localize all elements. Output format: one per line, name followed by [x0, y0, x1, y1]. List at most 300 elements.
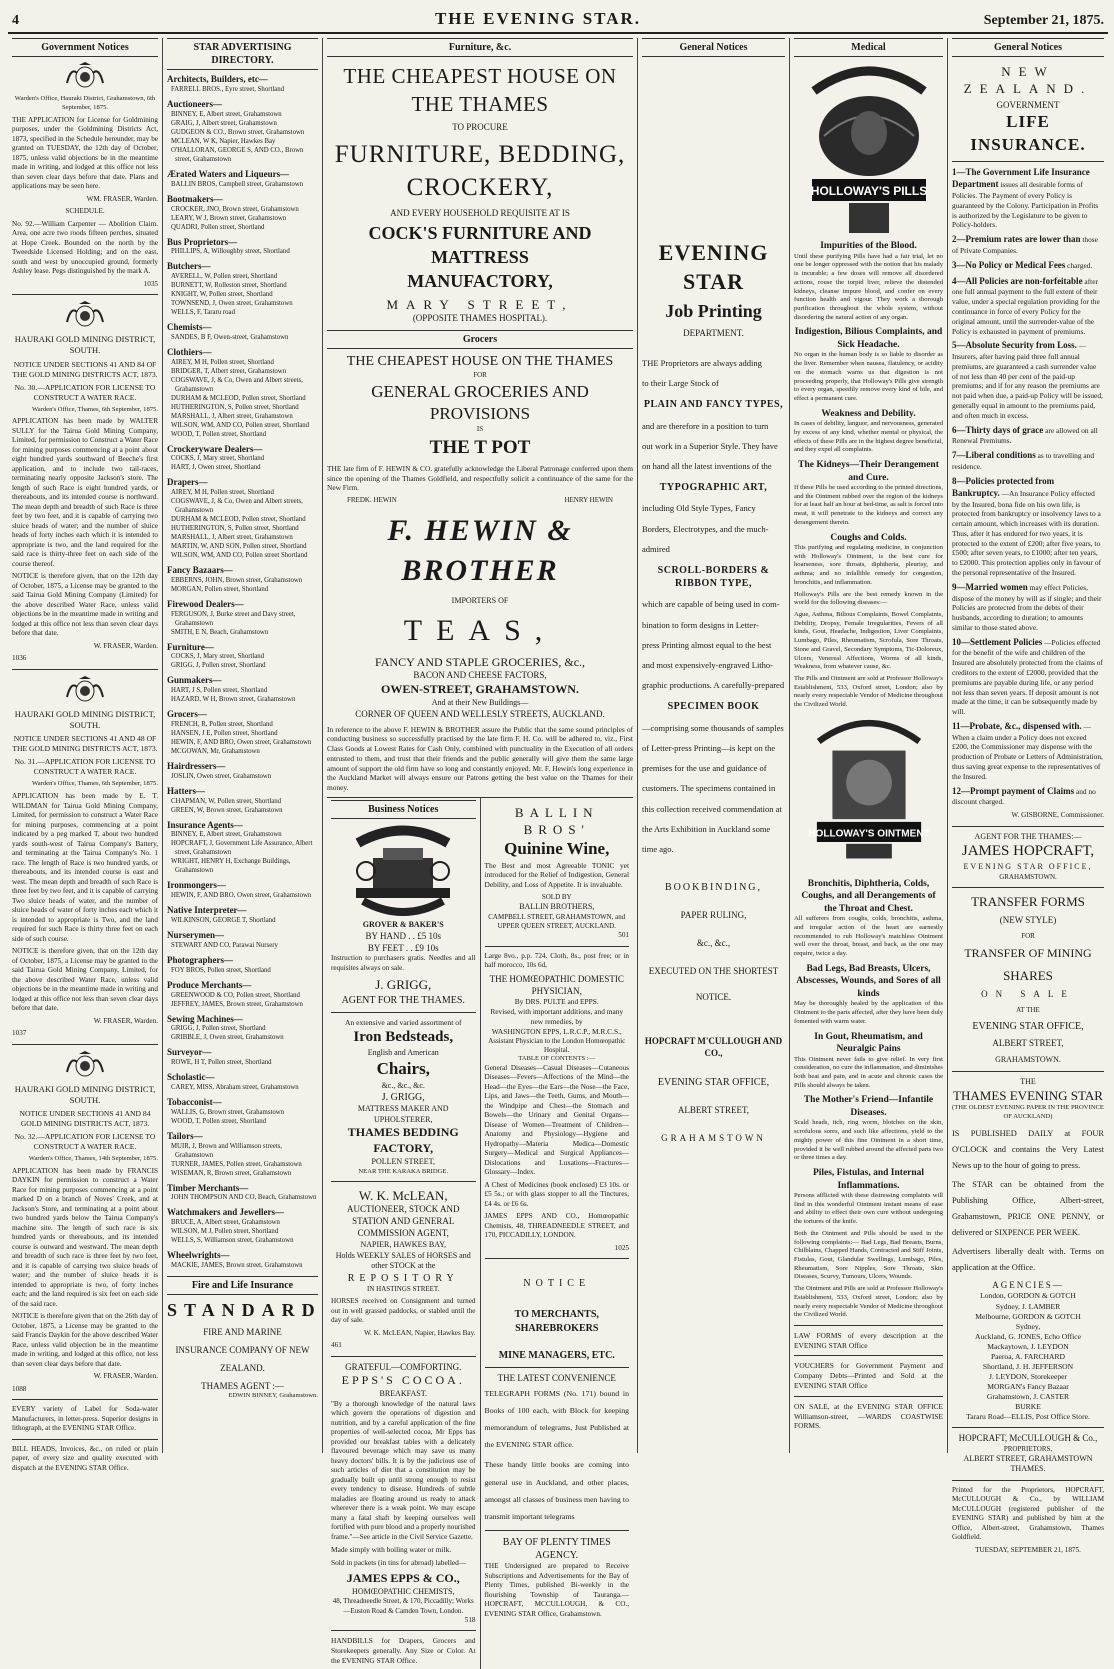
- bay-of-plenty-body: THE Undersigned are prepared to Receive Subscriptions and Advertisements for the Bay of Plenty Times, published Bi-weekly in the flourishing Township of Tauranga.—HOPCRAFT, MCCULLOUGH, & CO., EVENING STAR Office, Grahamstown.: [484, 1562, 629, 1618]
- transfer-forms: TRANSFER FORMS: [971, 893, 1085, 909]
- vouchers-advert: VOUCHERS for Government Payment and Company Debts—Printed and Sold at the EVENING STAR Office: [794, 1361, 943, 1390]
- column-evening-star-printing: [638, 38, 790, 1453]
- agency-entry: MORGAN's Fancy Bazaar: [987, 1381, 1069, 1391]
- physician-chest: A Chest of Medicines (book enclosed) £3 10s. or £5 5s.; or with glass stopper to all the Tinctures, £4 4s. or £6 6s.: [484, 1180, 629, 1208]
- directory-entry: WILKINSON, GEORGE T, Shortland: [171, 917, 276, 925]
- quinine-line: BALLIN BROTHERS,: [519, 902, 595, 912]
- medical-heading: The Kidneys—Their Derangement and Cure.: [798, 459, 939, 483]
- divider: [485, 946, 630, 947]
- furniture-company: MANUFACTORY,: [407, 270, 553, 291]
- directory-entry: CHAPMAN, W, Pollen street, Shortland: [171, 797, 282, 805]
- insurance-item-text: —Policies effected for the benefit of the wife and children of the Insured are absolutely protected from the claims of creditors to the extent of £2000, provided that the premiums are payable during life, or any period not less than seven years. If deposit amount is not made at the time, it can be subsequently made by will.: [952, 637, 1103, 717]
- agent-office: EVENING STAR OFFICE,: [963, 862, 1093, 872]
- insurance-item-heading: 6—Thirty days of grace: [952, 424, 1044, 435]
- printing-highlight: SCROLL-BORDERS & RIBBON TYPE,: [657, 565, 770, 590]
- printing-line: and most expensively-engraved Litho-: [642, 660, 774, 671]
- insurance-name: STANDARD: [167, 1300, 322, 1321]
- directory-entry: HUTHERINGTON, S, Pollen street, Shortland: [171, 525, 299, 533]
- insurance-item-text: —An Insurance Policy effected by the Insured, bona fide on his own life, is protected from bankruptcy or insolvency laws to a certain amount, which increases with its duration. Thus, after it has endured for two years, it is protected to the extent of £200; after five years, to £500; after seven years, to £1000; after ten years, to £2000. This protection applies only in favour of the personal representative of the Insured.: [952, 488, 1102, 577]
- grocer-headline: THE CHEAPEST HOUSE ON THE THAMES: [346, 353, 614, 369]
- directory-entry: GUDGEON & CO., Brown street, Grahamstown: [171, 129, 305, 137]
- mclean-line: NAPIER, HAWKES BAY,: [360, 1240, 447, 1250]
- divider: [952, 887, 1104, 888]
- grigg-factory: THAMES BEDDING FACTORY,: [347, 1125, 459, 1156]
- holloways-ointment-emblem: [804, 714, 934, 874]
- department: DEPARTMENT.: [683, 328, 744, 338]
- insurance-item-heading: 7—Liberal conditions: [952, 450, 1036, 461]
- insurance-item-heading: 3—No Policy or Medical Fees: [952, 259, 1066, 270]
- life-insurance: LIFE INSURANCE.: [970, 112, 1086, 154]
- quinine-number: 501: [618, 931, 629, 940]
- medical-text: This Ointment never fails to give relief. In very first consideration, no cure the inflammation, and diminishes both heat and pain, and in acute and chronic cases the Pills should always be taken.: [794, 1055, 943, 1089]
- directory-entry: WOOD, T, Pollen street, Shortland: [171, 1117, 267, 1125]
- sewing-price: BY HAND . . £5 10s: [365, 930, 441, 941]
- insurance-items: [952, 167, 1104, 807]
- directory-category: Sewing Machines—: [167, 1013, 243, 1024]
- divider: [952, 826, 1104, 827]
- medical-text: All sufferers from coughs, colds, bronchitis, asthma, and irregular action of the heart are earnestly recommended to rub Holloway's matchless Ointment well over the throat, breast, and back, as the one may require, twice a day.: [794, 915, 943, 958]
- insurance-item-text: charged.: [1067, 260, 1093, 270]
- directory-category: Photographers—: [167, 954, 233, 965]
- physician-contents: General Diseases—Casual Diseases—Cutaneous Diseases—Fevers—Affections of the Mind—the Head—the Eyes—the Ears—the Nose—the Face, Lips, and Jaws—the Teeth, Gums, and Mouth—the Windpipe and Chest—the Stomach and Bowels—the Urinary and Genital Organs—Disease of Women—Treatment of Children—Anatomy and Physiology—Hygiene and Hydropathy—Materia Medica—Domestic Surgery—Medical and Surgical Appliances—Dislocations and Luxations—Fractures—Glossary—Index.: [484, 1063, 629, 1177]
- columns: [8, 38, 1108, 1665]
- grigg-line: An extensive and varied assortment of: [344, 1017, 462, 1027]
- mclean-body: HORSES received on Consignment and turned out in well grassed paddocks, or stabled until the day of sale.: [331, 1297, 476, 1325]
- directory-entry: BRIDGER, T, Albert street, Grahamstown: [171, 367, 287, 375]
- transfer-line: FOR: [1021, 931, 1035, 940]
- epps-line: GRATEFUL—COMFORTING.: [345, 1361, 462, 1372]
- furniture-line: AND EVERY HOUSEHOLD REQUISITE AT IS: [390, 207, 570, 218]
- insurance-item: [952, 167, 1104, 230]
- notice-body: APPLICATION has been made by E. T. WILDMAN for Tairua Gold Mining Company, Limited, for permission to construct a Water Race for mining purposes, commencing at a point indicated by a peg marked T, about two hundred yards south-west of Tairua Company's Battery, and terminating at the Tairua Company's No. 1 race. The length of Race is two hundred yards, or thereabouts, and its intended course is east and west. The mean depth and breadth of such Race is three feet by two feet, and it is capable of carrying Two sluice heads of water, and the number of sluice heads of water of forty inches each which it is intended to appropriate is Two, and the land required for such Race is thirty three feet on each side of such course.: [12, 792, 158, 943]
- billhead-advert: BILL HEADS, Invoices, &c., on ruled or plain paper, of every size and quality executed with dispatch at the EVENING STAR Office.: [12, 1444, 158, 1472]
- insurance-item: [952, 721, 1104, 782]
- directory-entry: O'HALLORAN, GEORGE S, AND CO., Brown street, Grahamstown: [171, 146, 304, 163]
- divider: [485, 1530, 630, 1531]
- printing-highlight: PLAIN AND FANCY TYPES,: [643, 399, 784, 411]
- directory-entry: STEWART AND CO, Parawai Nursery: [171, 941, 278, 949]
- medical-text: Persons afflicted with these distressing complaints will find in this wonderful Ointment instant means of ease and ability to effect their own cure without undergoing the tortures of the knife.: [794, 1192, 943, 1226]
- directory-entry: TURNER, JAMES, Pollen street, Grahamstown: [171, 1160, 302, 1168]
- directory-entry: HEWIN, F, AND BRO, Owen street, Grahamstown: [171, 739, 312, 746]
- insurance-item: [952, 260, 1104, 272]
- column-header: Furniture, &c.: [327, 38, 633, 57]
- section-header: Fire and Life Insurance: [167, 1276, 318, 1295]
- printing-line: which are capable of being used in com-: [642, 599, 780, 610]
- grocer-products: GENERAL GROCERIES AND PROVISIONS: [371, 381, 589, 423]
- grigg-line: POLLEN STREET,: [371, 1157, 435, 1167]
- printing-line: this collection received commendation at: [642, 803, 782, 814]
- insurance-item: [952, 582, 1104, 633]
- directory-entry: GRAIG, J, Albert street, Grahamstown: [171, 120, 277, 128]
- insurance-item-text: those of Private Companies.: [952, 235, 1098, 255]
- physician-title: THE HOMŒOPATHIC DOMESTIC PHYSICIAN,: [489, 973, 624, 996]
- column-furniture-grocers: [323, 38, 638, 1665]
- transfer-line: (NEW STYLE): [999, 914, 1057, 925]
- hewin-body: In reference to the above F. HEWIN & BROTHER assure the Public that the same sound principles of conducting business so successfully practised by the late firm F. H. Co. will be adhered to, viz., First Class Goods at Lowest Rates for Cash Only, combined with punctuality in the Execution of all orders entrusted to them, and trust that their friends and the public generally will give them the same large amount of support the old firm have so long and constantly enjoyed. Mr. F. Hewin's long experience in the Auckland Market will always ensure our Patrons getting the best value on the Thames for their money.: [327, 724, 633, 793]
- directory-category: Drapers—: [167, 477, 208, 488]
- royal-crest-icon: [61, 1050, 109, 1080]
- physician-line: By DRS. PULTE and EPPS.: [514, 997, 599, 1007]
- divider: [12, 1439, 158, 1440]
- insurance-item-heading: 11—Probate, &c., dispensed with.: [952, 720, 1082, 731]
- evening-star-title: EVENING STAR: [658, 240, 769, 295]
- directory-entry: ROWE, H T, Pollen street, Shortland: [171, 1059, 272, 1067]
- directory-category: Crockeryware Dealers—: [167, 443, 263, 454]
- directory-category: Chemists—: [167, 322, 212, 333]
- publisher-address: ALBERT STREET, GRAHAMSTOWN THAMES.: [963, 1453, 1093, 1474]
- directory-entry: AVERELL, W, Pollen street, Shortland: [171, 273, 278, 281]
- printing-line: customers. The specimens contained in: [642, 783, 776, 794]
- royal-crest-icon: [61, 300, 109, 330]
- insurance-item-text: as to travelling and residence.: [952, 451, 1095, 472]
- notice-number: 1035: [143, 279, 158, 288]
- medical-text: Until these purifying Pills have had a fair trial, let no one be longer oppressed with the notion that his malady is incurable; a few doses will remove all disordered actions, rouse the torpid liver, relieve the distended kidneys, cleanse impure blood, and confer on every function health and vigour. They work a thorough purification throughout the whole system, without disordering the natural action of any organ.: [794, 252, 943, 321]
- directory-entry: WELLS, F, Tararu road: [171, 309, 235, 317]
- physician-line: Large 8vo., p.p. 724. Cloth, 8s., post free; or in half morocco, 10s 6d,: [484, 951, 629, 970]
- directory-entry: MCGOWAN, Mr, Grahamstown: [171, 747, 260, 755]
- notice-line: MINE MANAGERS, ETC.: [498, 1349, 615, 1361]
- forms-sale-advert: ON SALE, at the EVENING STAR OFFICE Williamson-street, —WARDS COASTWISE FORMS.: [794, 1401, 943, 1431]
- label-advert: EVERY variety of Label for Soda-water Manufacturers, in letter-press. Superior designs in lithograph, at the EVENING STAR Office.: [12, 1405, 158, 1433]
- agency-entry: Melbourne, GORDON & GOTCH: [975, 1311, 1081, 1321]
- notice-body: NOTICE is therefore given that on the 26th day of October, 1875, a License may be granted to the said Francis Daykin for the above described Water Race, unless valid objection be in the meantime made in writing, and lodged at this office, not less than seven clear days before that date.: [12, 1312, 158, 1368]
- directory-category: Insurance Agents—: [167, 819, 243, 830]
- directory-entry: WILSON, WM, AND CO, Pollen street Shortland: [171, 552, 308, 559]
- epps-body: "By a thorough knowledge of the natural laws which govern the operations of digestion and nutrition, and by a careful application of the fine properties of well-selected cocoa, Mr Epps has provided our breakfast tables with a delicately flavoured beverage which may save us many heavy doctors' bills. It is by the judicious use of such articles of diet that a constitution may be gradually built up until strong enough to resist every tendency to disease. Hundreds of subtle maladies are floating around us ready to attack wherever there is a weak point. We may escape many a fatal shaft by keeping ourselves well fortified with pure blood and a properly nourished frame."—See article in the Civil Service Gazette.: [331, 1399, 476, 1541]
- directory-entry: AIREY, M H, Pollen street, Shortland: [171, 489, 274, 497]
- publisher-name: HOPCRAFT M'CULLOUGH AND CO.,: [644, 1035, 783, 1058]
- furniture-headline: THE CHEAPEST HOUSE ON THE THAMES: [343, 64, 617, 116]
- mclean-number: 461: [331, 1341, 342, 1350]
- insurance-item-text: —Insurers, after having paid three full annual premiums, are guaranteed a cash surrender value of not less than 40 per cent of the paid-up premiums; and if for any reason the premiums are not paid when due, a paid-up Policy will be issued, generally equal in amount to the premiums paid, and often much in excess.: [952, 341, 1103, 420]
- furniture-line: TO PROCURE: [452, 121, 508, 132]
- publisher-line: PROPRIETORS,: [1003, 1444, 1053, 1453]
- notice-office: Warden's Office, Thames, 6th September, 1875.: [32, 405, 158, 413]
- transfer-office: EVENING STAR OFFICE,: [972, 1021, 1084, 1033]
- divider: [331, 1630, 476, 1631]
- notice-heading: HAURAKI GOLD MINING DISTRICT, SOUTH.: [14, 708, 156, 731]
- hewin-line: BACON AND CHEESE FACTORS,: [413, 670, 547, 681]
- grigg-name: J. GRIGG,: [375, 977, 432, 993]
- page-number: 4: [12, 13, 19, 28]
- printing-line: including Old Style Types, Fancy: [642, 503, 756, 514]
- notice-title: No. 31.—APPLICATION FOR LICENSE TO CONSTRUCT A WATER RACE.: [14, 757, 156, 777]
- notice-signature: W. FRASER, Warden.: [93, 641, 158, 650]
- divider: [485, 1258, 630, 1259]
- handbill-advert: HANDBILLS for Drapers, Grocers and Storekeepers generally. Any Size or Color. At the EVENING STAR Office.: [331, 1636, 476, 1665]
- physician-line: Revised, with important additions, and many new remedies, by: [490, 1007, 624, 1026]
- directory-list: [167, 74, 318, 1271]
- paper-name: THAMES EVENING STAR: [953, 1088, 1103, 1104]
- insurance-agent-label: THAMES AGENT :—: [201, 1380, 284, 1391]
- street-line: ALBERT STREET,: [677, 1104, 750, 1115]
- hewin-line: IMPORTERS OF: [451, 596, 509, 606]
- directory-entry: BINNEY, E, Albert street, Grahamstown: [171, 111, 282, 119]
- directory-entry: BINNEY, E, Albert street, Grahamstown: [171, 831, 282, 839]
- hewin-address: CORNER OF QUEEN AND WELLESLY STREETS, AUCKLAND.: [355, 708, 605, 719]
- agency-entry: Auckland, G. JONES, Echo Office: [975, 1331, 1081, 1341]
- notice-body: NOTICE is therefore given, that on the 12th day of October, 1875, a License may be granted to the said Tairua Gold Mining Company (Limited) for the above described Water Race, unless valid objections be in the meantime made in writing and lodged at this office not less than seven clear days before that date.: [12, 572, 158, 638]
- directory-entry: MARSHALL, J, Albert street, Grahamstown: [171, 534, 293, 542]
- section-header: Business Notices: [331, 800, 476, 819]
- notice-subheading: NOTICE UNDER SECTIONS 41 AND 84 OF THE GOLD MINING DISTRICTS ACT, 1873.: [12, 359, 158, 379]
- insurance-item-text: may effect Policies, dispose of the money by will as if single; and their Policies are protected from the debts of their husbands, according to duration; to amounts similar to those stated above.: [952, 582, 1102, 632]
- medical-heading: Bad Legs, Bad Breasts, Ulcers, Abscesses, Wounds, and Sores of all kinds: [796, 963, 941, 999]
- notice-number: 1088: [12, 1384, 27, 1393]
- notice-signature: W. FRASER, Warden.: [93, 1016, 158, 1025]
- epps-address: 48, Threadneedle Street, & 170, Piccadilly; Works—Euston Road & Camden Town, London.: [332, 1597, 474, 1615]
- printing-line: —comprising some thousands of samples: [642, 722, 784, 733]
- directory-entry: JOHN THOMPSON AND CO, Beach, Grahamstown: [171, 1194, 317, 1202]
- bookbinding: BOOKBINDING,: [664, 882, 763, 894]
- grocer-line: FOR: [473, 371, 487, 380]
- agency-entry: Tararu Road—ELLIS, Post Office Store.: [966, 1411, 1090, 1421]
- business-left: [327, 798, 481, 1669]
- directory-entry: WRIGHT, HENRY H, Exchange Buildings, Grahamstown: [171, 858, 291, 875]
- notice-heading: HAURAKI GOLD MINING DISTRICT, SOUTH.: [14, 334, 156, 356]
- medical-heading: The Mother's Friend—Infantile Diseases.: [803, 1095, 934, 1118]
- sewing-notice: Instruction to purchasers gratis. Needles and all requisites always on sale.: [331, 954, 476, 972]
- printing-line: Borders, Electrotypes, and the much-: [642, 523, 769, 534]
- column-header: STAR ADVERTISING DIRECTORY.: [167, 38, 318, 70]
- sewing-brand: GROVER & BAKER'S: [362, 920, 444, 930]
- notice-title: No. 32.—APPLICATION FOR LICENSE TO CONSTRUCT A WATER RACE.: [14, 1131, 156, 1151]
- notice-signature: WM. FRASER, Warden.: [86, 194, 158, 203]
- agency-entry: BURKE: [1015, 1401, 1041, 1411]
- masthead: [8, 4, 1108, 34]
- directory-category: Timber Merchants—: [167, 1182, 249, 1193]
- directory-category: Butchers—: [167, 261, 211, 272]
- directory-category: Clothiers—: [167, 346, 212, 357]
- directory-category: Hairdressers—: [167, 760, 226, 771]
- directory-entry: WISEMAN, R, Brown street, Grahamstown: [171, 1169, 292, 1177]
- column-directory: [163, 38, 323, 1453]
- agency-entry: Grahamstown, J. CASTER: [986, 1391, 1070, 1401]
- paper-the: THE: [1020, 1076, 1036, 1086]
- medical-text: Holloway's Pills are the best remedy known in the world for the following diseases:—: [794, 590, 943, 607]
- agent-heading: AGENT FOR THE THAMES:—: [974, 831, 1082, 841]
- grocer-notice: THE late firm of F. HEWIN & CO. gratefully acknowledge the Liberal Patronage conferred upon them since the opening of the Thames Goldfield, and respectfully solicit a continuance of the same for the New Firm.: [327, 463, 633, 493]
- medical-heading: Weakness and Debility.: [821, 408, 916, 419]
- imprint: Printed for the Proprietors, HOPCRAFT, McCULLOUGH & Co., by WILLIAM McCULLOUGH (registered publisher of the EVENING STAR) and published by him at the Office, Albert-street, Grahamstown, Thames Goldfield.: [952, 1485, 1104, 1542]
- law-forms-advert: LAW FORMS of every description at the EVENING STAR Office: [794, 1330, 943, 1350]
- grigg-line: NEAR THE KARAKA BRIDGE.: [358, 1167, 449, 1175]
- directory-entry: QUADRI, Pollen street, Shortland: [171, 223, 265, 231]
- paper-ruling: PAPER RULING,: [680, 910, 747, 921]
- epps-number: 518: [464, 1615, 476, 1624]
- printing-line: premises for the use and guidance of: [642, 763, 767, 774]
- directory-entry: GRIGG, J, Pollen street, Shortland: [171, 1025, 266, 1033]
- divider: [952, 1071, 1104, 1072]
- directory-entry: PHILLIPS, A, Willoughby street, Shortland: [171, 248, 290, 256]
- directory-entry: HOPCRAFT, J, Government Life Assurance, Albert street, Grahamstown: [171, 840, 313, 857]
- notice-body: NOTICE is therefore given, that on the 12th day of October, 1875, a License may be granted to the said Tairua Gold Mining Company, Limited, for the above described Water Race, unless valid objections be in the meantime made in writing and lodged at this office not less than seven clear days before that date.: [12, 947, 158, 1012]
- notice-heading: HAURAKI GOLD MINING DISTRICT, SOUTH.: [14, 1083, 156, 1105]
- directory-entry: MUIR, J, Brown and Williamson streets, Grahamstown: [171, 1142, 282, 1159]
- notice-subheading: NOTICE UNDER SECTIONS 41 AND 48 OF THE GOLD MINING DISTRICTS ACT, 1873.: [12, 734, 158, 754]
- notice-subheading: NOTICE UNDER SECTIONS 41 AND 84 GOLD MINING DISTRICTS ACT, 1873.: [19, 1108, 151, 1128]
- divider: [12, 669, 158, 670]
- hewin-teas: TEAS,: [403, 614, 557, 647]
- epps-cocoa: EPPS'S COCOA.: [341, 1373, 465, 1388]
- holloways-pills-emblem: [804, 61, 934, 236]
- insurance-item-heading: 9—Married women: [952, 581, 1028, 592]
- agency-entry: Sydney,: [1015, 1321, 1041, 1331]
- furniture-products: FURNITURE, BEDDING, CROCKERY,: [334, 140, 626, 201]
- printing-line: on hand all the latest inventions of the: [642, 460, 772, 471]
- directory-entry: WILSON, M J, Pollen street, Shortland: [171, 1228, 279, 1236]
- directory-category: Auctioneers—: [167, 99, 222, 110]
- agency-entry: Paeroa, A. FARCHARD: [990, 1351, 1066, 1361]
- transfer-on-sale: ON SALE: [981, 989, 1075, 1000]
- agency-entry: Mackaytown, J. LEYDON: [987, 1341, 1069, 1351]
- grigg-title: AGENT FOR THE THAMES.: [341, 994, 465, 1006]
- medical-heading: Coughs and Colds.: [830, 532, 907, 543]
- notice-title: No. 30.—APPLICATION FOR LICENSE TO CONSTRUCT A WATER RACE.: [14, 382, 156, 402]
- directory-entry: SMITH, E N, Beach, Grahamstown: [171, 628, 269, 636]
- insurance-item-heading: 10—Settlement Policies: [952, 636, 1043, 647]
- furniture-company: COCK'S FURNITURE AND MATTRESS: [368, 223, 592, 268]
- directory-entry: HANSEN, J E, Pollen street, Shortland: [171, 730, 278, 738]
- insurance-item-heading: 1—The Government Life Insurance Department: [952, 167, 1090, 190]
- printing-line: press Printing almost equal to the best: [642, 639, 772, 650]
- directory-entry: HAZARD, W H, Brown street, Grahamstown: [171, 696, 296, 704]
- directory-category: Produce Merchants—: [167, 979, 252, 990]
- medical-text: No organ in the human body is so liable to disorder as the liver. Remember when nausea, flatulency, or acidity on the stomach warns us that digestion is not proceeding properly, that Holloway's Pills give strength to every organ, speedily remove every kind of bile, and effect a permanent cure.: [794, 351, 943, 402]
- insurance-item: [952, 276, 1104, 337]
- medical-text: If these Pills be used according to the printed directions, and the Ointment rubbed over the region of the kidneys for at least half an hour at bed-time, as salt is forced into meat, it will penetrate to the kidneys and correct any derangement therein.: [794, 484, 943, 526]
- printing-line: bination to form designs in Letter-: [642, 619, 759, 630]
- medical-heading: Indigestion, Bilious Complaints, and Sick Headache.: [794, 327, 943, 350]
- transfer-street: ALBERT STREET,: [992, 1038, 1064, 1049]
- medical-sections-top: [794, 240, 943, 710]
- directory-entry: EBBERNS, JOHN, Brown street, Grahamstown: [171, 576, 303, 584]
- hewin-brother-name: F. HEWIN & BROTHER: [387, 514, 573, 587]
- directory-entry: LEARY, W J, Brown street, Grahamstown: [171, 214, 287, 222]
- directory-category: Architects, Builders, etc—: [167, 74, 268, 85]
- mclean-line: AUCTIONEER, STOCK AND STATION AND GENERAL COMMISSION AGENT,: [346, 1204, 460, 1239]
- epps-line: Sold in packets (in tins for abroad) labelled—: [331, 1558, 467, 1568]
- insurance-item-heading: 2—Premium rates are lower than: [952, 234, 1081, 245]
- printing-line: out work in a Superior Style. They have: [642, 440, 778, 451]
- directory-entry: HART, J S, Pollen street, Shortland: [171, 687, 268, 695]
- directory-category: Ironmongers—: [167, 880, 226, 891]
- insurance-item: [952, 637, 1104, 717]
- notice-signature: W. FRASER, Warden.: [93, 1372, 158, 1381]
- job-printing: Job Printing: [665, 301, 762, 322]
- column-header: Medical: [794, 38, 943, 57]
- government: GOVERNMENT: [996, 99, 1060, 110]
- directory-entry: HART, J, Owen street, Shortland: [171, 464, 261, 472]
- column-header: Government Notices: [12, 38, 158, 57]
- hewin-line: FANCY AND STAPLE GROCERIES, &c.,: [374, 654, 586, 669]
- directory-category: Ærated Waters and Liqueurs—: [167, 168, 290, 179]
- pills-label: HOLLOWAY'S PILLS: [810, 184, 927, 199]
- commissioner-sign: W. GISBORNE, Commissioner.: [1011, 811, 1104, 820]
- insurance-item-text: and no discount charged.: [952, 786, 1096, 807]
- notice-office: Warden's Office, Thames, 14th September, 1875.: [28, 1155, 158, 1162]
- paper-info: Advertisers liberally dealt with. Terms on application at the Office.: [952, 1246, 1104, 1272]
- furniture-street: MARY STREET,: [386, 296, 574, 312]
- directory-category: Surveyor—: [167, 1047, 212, 1058]
- insurance-item-heading: 8—Policies protected from Bankruptcy.: [952, 475, 1055, 498]
- mclean-line: IN HASTINGS STREET.: [367, 1284, 440, 1293]
- notice-line: NOTICE.: [695, 992, 732, 1002]
- printing-highlight: TYPOGRAPHIC ART,: [659, 482, 768, 494]
- notice-body: THE APPLICATION for License for Goldmining purposes, under the Goldmining Districts Act, 1873, specified in the Schedule hereunder, may be granted on TUESDAY, the 12th day of October, 1875, unless valid objections be in the meantime made in writing, and lodged at this office not less than seven clear days before that date. Plans and applications may be seen here.: [12, 115, 158, 191]
- imprint-date: TUESDAY, SEPTEMBER 21, 1875.: [975, 1545, 1081, 1554]
- paper-info: The STAR can be obtained from the Publishing Office, Albert-street, Grahamstown, PRICE ONE PENNY, or delivered or SIXPENCE PER WEEK.: [952, 1179, 1104, 1237]
- physician-line: WASHINGTON EPPS, L.R.C.P., M.R.C.S.,: [491, 1026, 622, 1036]
- insurance-item: [952, 476, 1104, 578]
- directory-entry: BRUCE, A, Albert street, Grahamstown: [171, 1219, 280, 1227]
- office-line: EVENING STAR OFFICE,: [657, 1076, 770, 1088]
- directory-entry: SANDES, B F, Owen-street, Grahamstown: [171, 333, 289, 341]
- directory-category: Furniture—: [167, 641, 214, 652]
- agency-entry: J. LEYDON, Storekeeper: [988, 1371, 1068, 1381]
- directory-category: Native Interpreter—: [167, 905, 247, 916]
- directory-entry: CAREY, MISS, Abraham street, Grahamstown: [171, 1084, 299, 1092]
- sewing-machine-icon: [348, 823, 458, 918]
- directory-entry: GRIGG, J, Pollen street, Shortland: [171, 662, 266, 670]
- column-medical: [790, 38, 948, 1453]
- physician-number: 1025: [614, 1243, 629, 1252]
- directory-entry: DURHAM & MCLEOD, Pollen street, Shortland: [171, 516, 306, 524]
- mclean-line: Holds WEEKLY SALES of HORSES and other STOCK at the: [335, 1250, 471, 1271]
- partner-name: HENRY HEWIN: [564, 496, 613, 505]
- directory-entry: WILSON, WM, AND CO, Pollen street, Shortland: [171, 421, 310, 429]
- telegraph-forms: TELEGRAPH FORMS (No. 171) bound in Books of 100 each, with Block for keeping memorandum of telegrams, Just Published at the EVENING STAR office.: [484, 1388, 629, 1450]
- directory-entry: CROCKER, JNO, Brown street, Grahamstown: [171, 205, 299, 213]
- transfer-line: TRANSFER OF MINING: [964, 946, 1092, 961]
- hewin-address: OWEN-STREET, GRAHAMSTOWN.: [381, 682, 579, 697]
- divider: [12, 1399, 158, 1400]
- directory-category: Bootmakers—: [167, 193, 223, 204]
- directory-entry: BALLIN BROS, Campbell street, Grahamstown: [171, 180, 304, 188]
- directory-entry: JEFFREY, JAMES, Brown street, Grahamstown: [171, 1000, 303, 1008]
- notice-body: APPLICATION has been made by FRANCIS DAYKIN for permission to construct a Water Race for mining purposes commencing at a point marked D on a branch of Noves' Creek, and at Jackson's Store, and terminating at a point about two hundred yards below the Tairua Company's machine site. The length of such race is six hundred yards or thereabouts, and its intended course is outward and westward. The mean depth and breadth of such race is three feet by two feet, and it is capable of carrying two sluice heads of water; and the number of sluice heads it is intended to appropriate is two, of forty inches each; and the land required is six feet on each side of the said race.: [12, 1166, 158, 1308]
- directory-category: Tailors—: [167, 1130, 203, 1141]
- transfer-line: AT THE: [1016, 1005, 1040, 1014]
- directory-entry: FARRELL BROS., Eyre street, Shortland: [171, 86, 285, 94]
- paper-tagline: (THE OLDEST EVENING PAPER IN THE PROVINCE OF AUCKLAND): [952, 1104, 1104, 1121]
- quinine-address: CAMPBELL STREET, GRAHAMSTOWN, and UPPER QUEEN STREET, AUCKLAND.: [488, 912, 626, 930]
- schedule-text: No. 92.—William Carpenter — Abolition Claim. Area, one acre two roods fifteen perches, situated at Hope Creek. Bounded on the north by the Tweedside Licensed Holding; and on the east, south and west by unoccupied ground, formerly Ashley lease. Pegs distinguished by the mark A.: [12, 219, 158, 276]
- town-line: GRAHAMSTOWN: [661, 1132, 766, 1143]
- printing-line: THE Proprietors are always adding: [642, 357, 762, 368]
- agent-town: GRAHAMSTOWN.: [999, 872, 1057, 881]
- furniture-location: (OPPOSITE THAMES HOSPITAL).: [412, 312, 548, 323]
- divider: [485, 1367, 630, 1368]
- printing-line: and are therefore in a position to turn: [642, 420, 769, 431]
- directory-category: Gunmakers—: [167, 675, 222, 686]
- agent-name: JAMES HOPCRAFT,: [961, 843, 1095, 860]
- directory-entry: HEWIN, F, AND BRO, Owen street, Grahamstown: [171, 892, 312, 900]
- insurance-item: [952, 450, 1104, 472]
- publisher-name: HOPCRAFT, McCULLOUGH & Co.,: [958, 1432, 1098, 1443]
- directory-entry: DURHAM & MCLEOD, Pollen street, Shortland: [171, 394, 306, 402]
- notice-line: TO MERCHANTS, SHAREBROKERS: [514, 1309, 599, 1334]
- insurance-item-heading: 5—Absolute Security from Loss.: [952, 340, 1077, 351]
- medical-heading: Bronchitis, Diphtheria, Colds, Coughs, and all Derangements of the Throat and Chest.: [801, 878, 936, 914]
- medical-sections-bottom: [794, 878, 943, 1320]
- column-header: General Notices: [642, 38, 785, 57]
- insurance-item: [952, 786, 1104, 808]
- grigg-line: English and American: [367, 1047, 439, 1057]
- section-header: Grocers: [327, 330, 633, 349]
- notice-body: APPLICATION has been made by WALTER SULLY for the Tairua Gold Mining Company, Limited, for permission to Construct a Water Race for mining purposes commencing at a point about eight hundred yards southward of Beeche's first application, and to include two tail-races, terminating nearly opposite Jackson's store. The length of such Race is eight hundred yards, or thereabouts, and its intended course is northward. The mean depth and breadth of such Race is three feet by two feet, and it is capable of carrying two sluice heads of water; and the number of sluice heads of forty inches each which it is intended to appropriate is two, and the land required for the said race is thirty-three feet on each side of the course thereof.: [12, 417, 158, 568]
